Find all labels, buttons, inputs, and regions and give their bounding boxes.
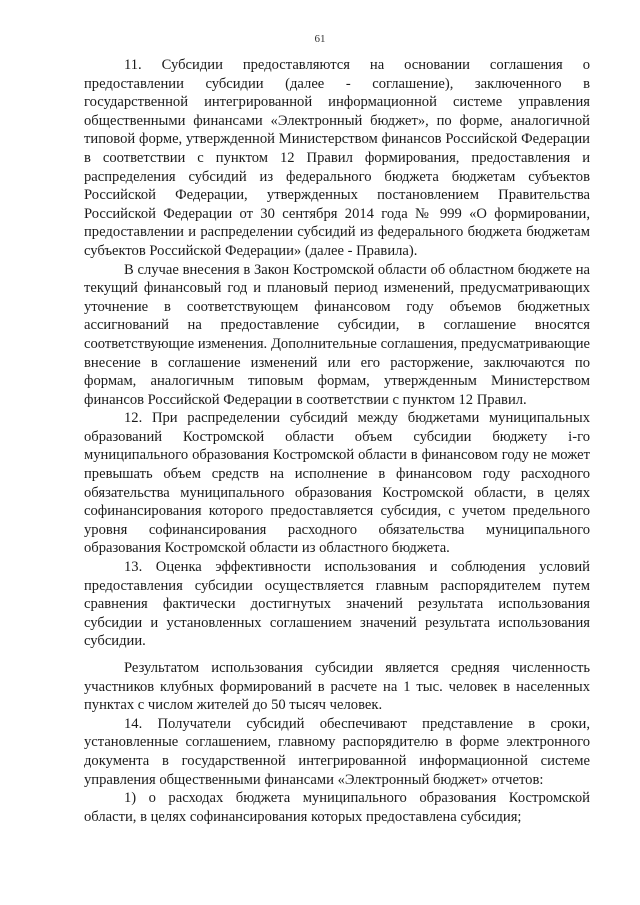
paragraph-14: 14. Получатели субсидий обеспечивают представление в сроки, установленные соглашением, главному распорядителю в форме электронного документа в государственной интегрированной информационной системе управления общественными финансами «Электронный бюджет» отчетов: — [84, 715, 590, 788]
paragraph-gap — [84, 651, 590, 659]
paragraph-13-result: Результатом использования субсидии является средняя численность участников клубных формирований в расчете на 1 тыс. человек в населенных пунктах с числом жителей до 50 тысяч человек. — [84, 660, 590, 714]
paragraph-13: 13. Оценка эффективности использования и соблюдения условий предоставления субсидии осуществляется главным распорядителем путем сравнения фактически достигнутых значений результата использования субсидии и установленных соглашением значений результата использования субсидии. — [84, 559, 590, 650]
paragraph-14-item-1: 1) о расходах бюджета муниципального образования Костромской области, в целях софинансирования которых предоставлена субсидия; — [84, 790, 590, 825]
page-number: 61 — [314, 33, 326, 45]
paragraph-11-amendments: В случае внесения в Закон Костромской области об областном бюджете на текущий финансовый год и плановый период изменений, предусматривающих уточнение в соответствующем финансовом году объемов бюджетных ассигнований на предоставление субсидии, в соглашение вносятся соответствующие изменения. Дополнительные соглашения, предусматривающие внесение в соглашение изменений или его расторжение, заключаются по формам, аналогичным типовым формам, утвержденным Министерством финансов Российской Федерации в соответствии с пунктом 12 Правил. — [84, 261, 590, 408]
paragraph-12: 12. При распределении субсидий между бюджетами муниципальных образований Костромской области объем субсидии бюджету i-го муниципального образования Костромской области в финансовом году не может превышать объем средств на исполнение в финансовом году расходного обязательства муниципального образования Костромской области, в целях софинансирования которого предоставляется субсидия, с учетом предельного уровня софинансирования расходного обязательства муниципального образования Костромской области из областного бюджета. — [84, 410, 590, 557]
paragraph-11: 11. Субсидии предоставляются на основании соглашения о предоставлении субсидии (далее - соглашение), заключенного в государственной интегрированной информационной системе управления общественными финансами «Электронный бюджет», по форме, аналогичной типовой форме, утвержденной Министерством финансов Российской Федерации в соответствии с пунктом 12 Правил формирования, предоставления и распределения субсидий из федерального бюджета бюджетам субъектов Российской Федерации, утвержденных постановлением Правительства Российской Федерации от 30 сентября 2014 года № 999 «О формировании, предоставлении и распределении субсидий из федерального бюджета бюджетам субъектов Российской Федерации» (далее - Правила). — [84, 57, 590, 259]
